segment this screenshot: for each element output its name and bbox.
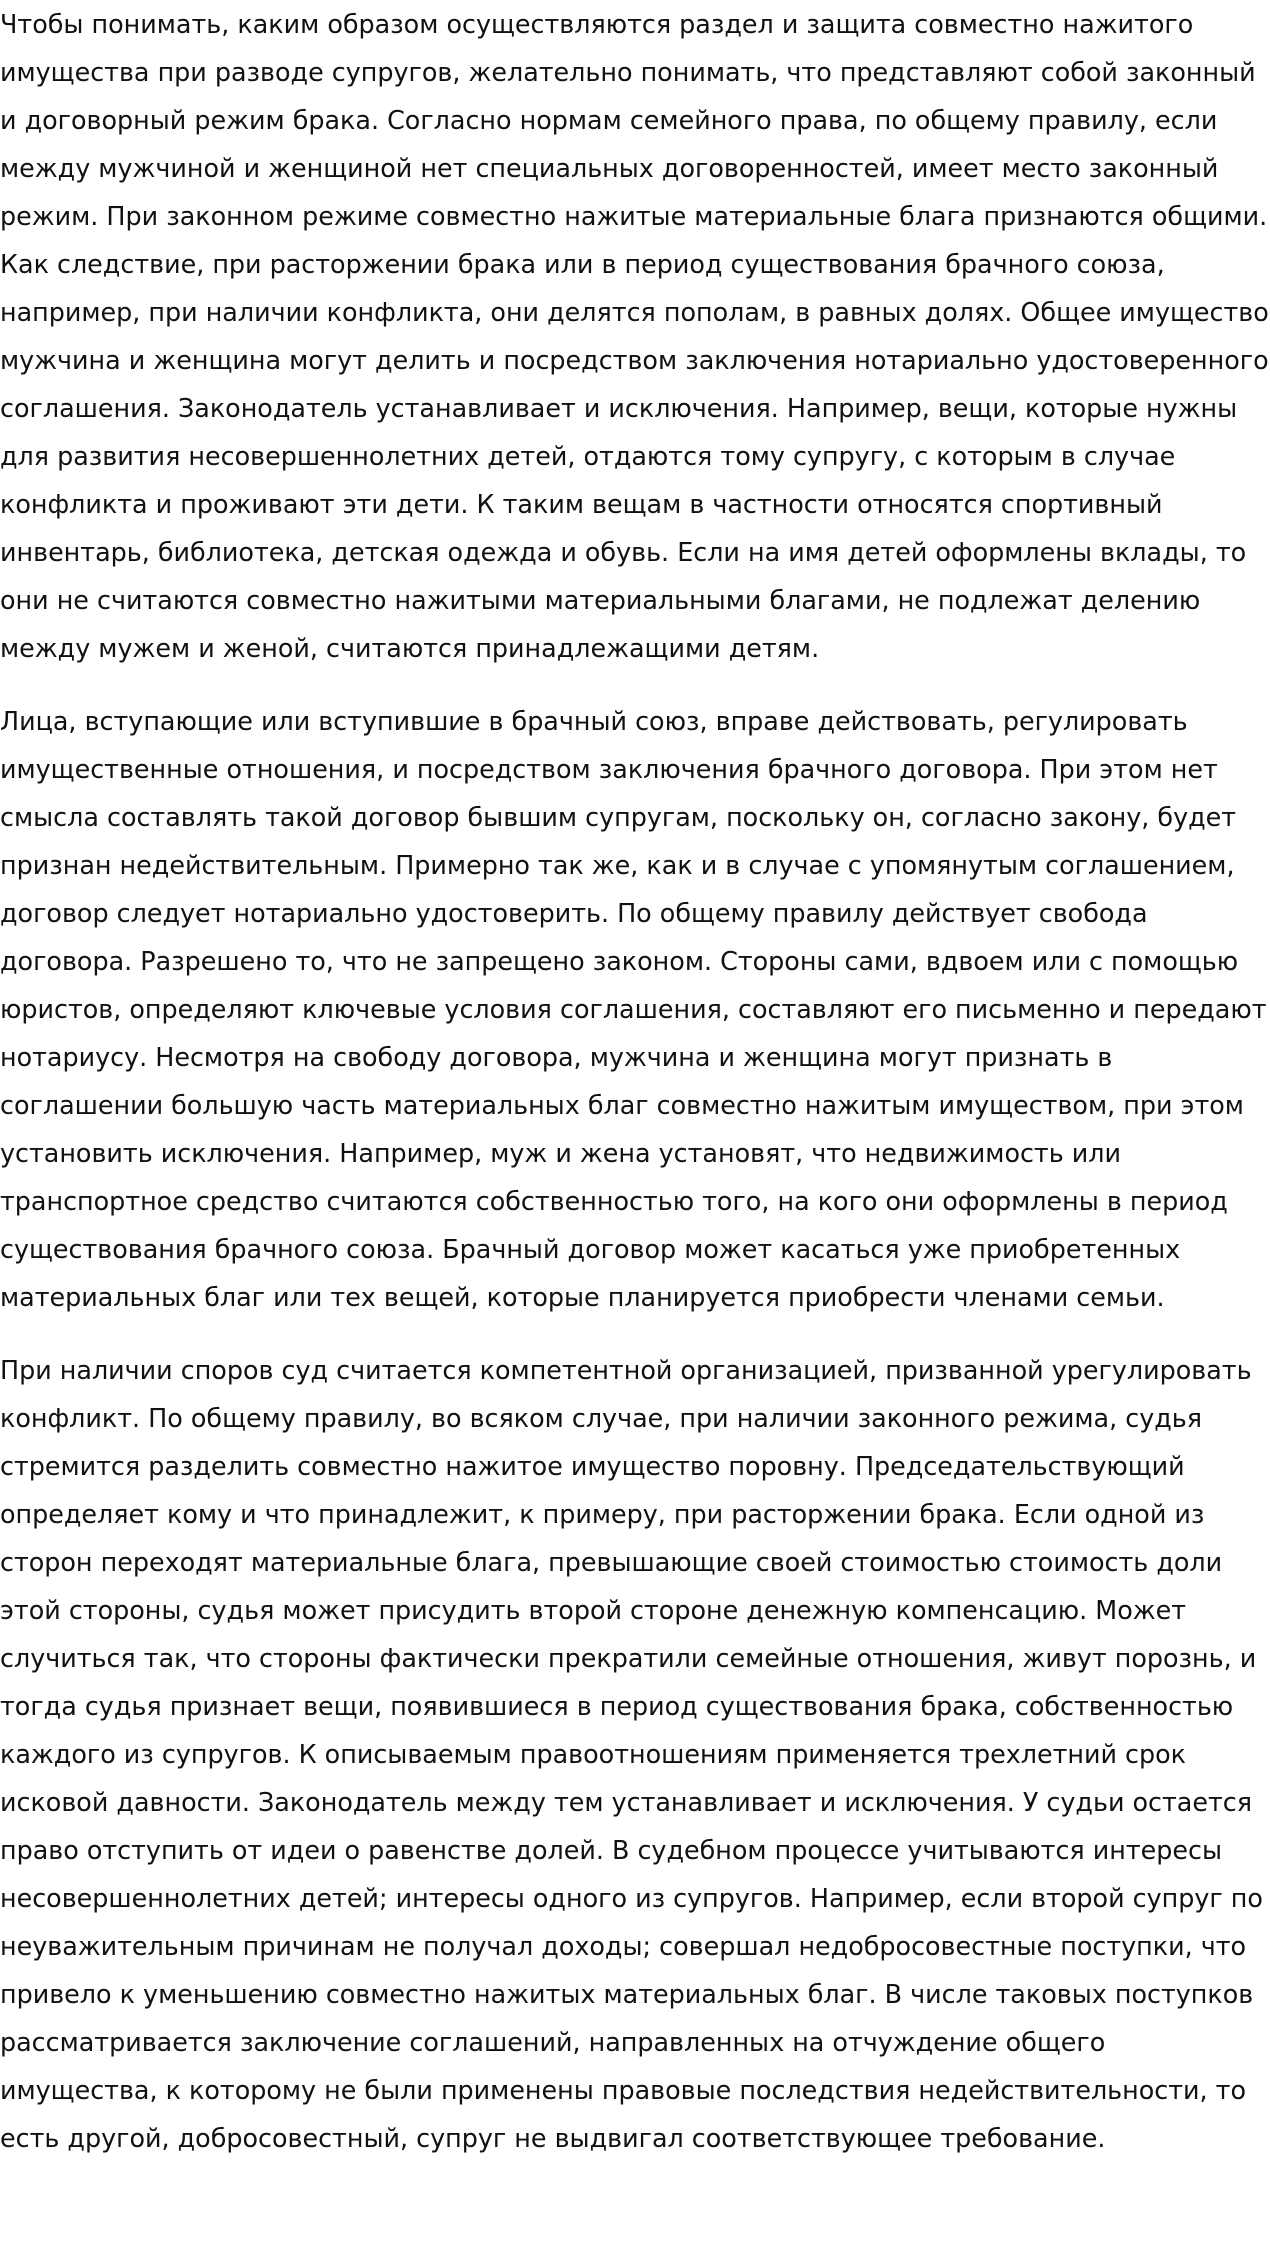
paragraph-3: При наличии споров суд считается компетентной организацией, призванной урегулировать конфликт. По общему правилу, во всяком случае, при наличии законного режима, судья стремится разделить совместно нажитое имущество поровну. Председательствующий определяет кому и что принадлежит, к примеру, при расторжении брака. Если одной из сторон переходят материальные блага, превышающие своей стоимостью стоимость доли этой стороны, судья может присудить второй стороне денежную компенсацию. Может случиться так, что стороны фактически прекратили семейные отношения, живут порознь, и тогда судья признает вещи, появившиеся в период существования брака, собственностью каждого из супругов. К описываемым правоотношениям применяется трехлетний срок исковой давности. Законодатель между тем устанавливает и исключения. У судьи остается право отступить от идеи о равенстве долей. В судебном процессе учитываются интересы несовершеннолетних детей; интересы одного из супругов. Например, если второй супруг по неуважительным причинам не получал доходы; совершал недобросовестные поступки, что привело к уменьшению совместно нажитых материальных благ. В числе таковых поступков рассматривается заключение соглашений, направленных на отчуждение общего имущества, к которому не были применены правовые последствия недействительности, то есть другой, добросовестный, супруг не выдвигал соответствующее требование. (0, 1355, 1263, 2153)
paragraph-1: Чтобы понимать, каким образом осуществляются раздел и защита совместно нажитого имущества при разводе супругов, желательно понимать, что представляют собой законный и договорный режим брака. Согласно нормам семейного права, по общему правилу, если между мужчиной и женщиной нет специальных договоренностей, имеет место законный режим. При законном режиме совместно нажитые материальные блага признаются общими. Как следствие, при расторжении брака или в период существования брачного союза, например, при наличии конфликта, они делятся пополам, в равных долях. Общее имущество мужчина и женщина могут делить и посредством заключения нотариально удостоверенного соглашения. Законодатель устанавливает и исключения. Например, вещи, которые нужны для развития несовершеннолетних детей, отдаются тому супругу, с которым в случае конфликта и проживают эти дети. К таким вещам в частности относятся спортивный инвентарь, библиотека, детская одежда и обувь. Если на имя детей оформлены вклады, то они не считаются совместно нажитыми материальными благами, не подлежат делению между мужем и женой, считаются принадлежащими детям. (0, 9, 1269, 663)
paragraph-2: Лица, вступающие или вступившие в брачный союз, вправе действовать, регулировать имущественные отношения, и посредством заключения брачного договора. При этом нет смысла составлять такой договор бывшим супругам, поскольку он, согласно закону, будет признан недействительным. Примерно так же, как и в случае с упомянутым соглашением, договор следует нотариально удостоверить. По общему правилу действует свобода договора. Разрешено то, что не запрещено законом. Стороны сами, вдвоем или с помощью юристов, определяют ключевые условия соглашения, составляют его письменно и передают нотариусу. Несмотря на свободу договора, мужчина и женщина могут признать в соглашении большую часть материальных благ совместно нажитым имуществом, при этом установить исключения. Например, муж и жена установят, что недвижимость или транспортное средство считаются собственностью того, на кого они оформлены в период существования брачного союза. Брачный договор может касаться уже приобретенных материальных благ или тех вещей, которые планируется приобрести членами семьи. (0, 706, 1267, 1312)
